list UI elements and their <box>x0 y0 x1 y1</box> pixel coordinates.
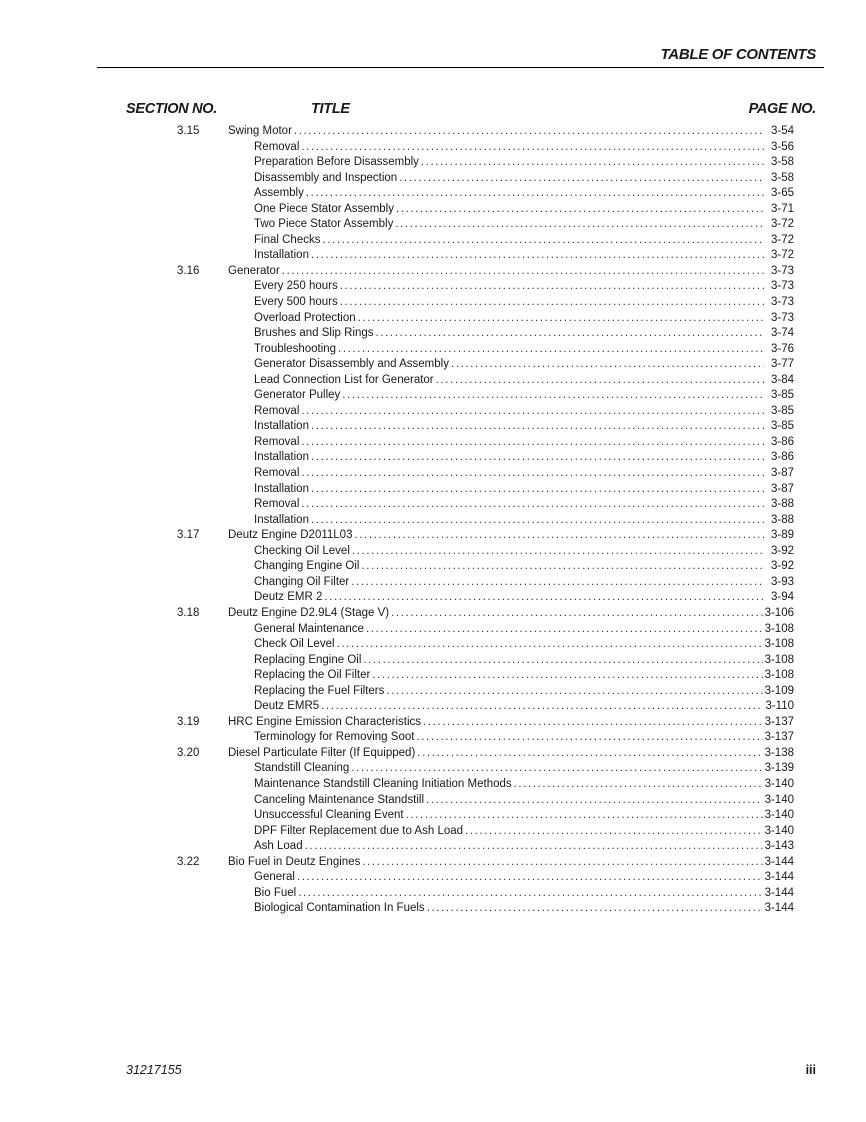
toc-dot-leader <box>301 466 764 482</box>
toc-dot-leader <box>351 575 764 591</box>
toc-entry[interactable] <box>254 419 794 435</box>
toc-page-number: 3-73 <box>770 280 794 293</box>
toc-row <box>0 233 866 249</box>
toc-entry[interactable] <box>254 839 794 855</box>
toc-page-number: 3-106 <box>764 606 794 619</box>
toc-entry[interactable] <box>254 637 794 653</box>
toc-entry[interactable] <box>254 699 794 715</box>
toc-entry[interactable] <box>254 808 794 824</box>
toc-page-number: 3-86 <box>770 451 794 464</box>
toc-row <box>0 746 866 762</box>
toc-entry[interactable] <box>254 684 794 700</box>
toc-page-number: 3-144 <box>764 871 794 884</box>
toc-page-number: 3-108 <box>764 653 794 666</box>
toc-section-number: 3.22 <box>177 855 200 868</box>
toc-entry-title: Assembly <box>254 187 304 200</box>
toc-dot-leader <box>352 544 764 560</box>
toc-page-number: 3-72 <box>770 249 794 262</box>
toc-dot-leader <box>311 450 764 466</box>
header-rule <box>97 67 824 68</box>
toc-row <box>0 590 866 606</box>
toc-entry-title: Maintenance Standstill Cleaning Initiation Methods <box>254 777 512 790</box>
toc-entry[interactable] <box>254 450 794 466</box>
toc-page-number: 3-144 <box>764 855 794 868</box>
toc-page-number: 3-74 <box>770 327 794 340</box>
toc-list <box>0 124 866 917</box>
toc-entry[interactable] <box>254 668 794 684</box>
toc-entry-title: Diesel Particulate Filter (If Equipped) <box>228 746 416 759</box>
toc-entry[interactable] <box>228 746 794 762</box>
toc-row <box>0 202 866 218</box>
toc-entry-title: Check Oil Level <box>254 638 335 651</box>
toc-entry-title: Deutz Engine D2.9L4 (Stage V) <box>228 606 390 619</box>
toc-page-number: 3-88 <box>770 498 794 511</box>
toc-entry[interactable] <box>254 761 794 777</box>
toc-dot-leader <box>451 357 764 373</box>
toc-page-number: 3-71 <box>770 202 794 215</box>
toc-dot-leader <box>406 808 763 824</box>
toc-dot-leader <box>311 419 764 435</box>
toc-entry-title: Troubleshooting <box>254 342 337 355</box>
toc-row <box>0 466 866 482</box>
toc-dot-leader <box>417 746 762 762</box>
toc-entry[interactable] <box>254 622 794 638</box>
toc-dot-leader <box>311 482 764 498</box>
toc-entry[interactable] <box>254 404 794 420</box>
toc-entry-title: General Maintenance <box>254 622 364 635</box>
toc-dot-leader <box>366 622 763 638</box>
column-header-page: PAGE NO. <box>748 101 816 117</box>
toc-page-number: 3-140 <box>764 777 794 790</box>
toc-row <box>0 653 866 669</box>
toc-entry[interactable] <box>254 482 794 498</box>
toc-entry-title: Unsuccessful Cleaning Event <box>254 809 404 822</box>
toc-section-number: 3.18 <box>177 606 200 619</box>
toc-entry-title: One Piece Stator Assembly <box>254 202 394 215</box>
column-header-title: TITLE <box>311 101 350 117</box>
toc-page-number: 3-65 <box>770 187 794 200</box>
toc-page-number: 3-87 <box>770 467 794 480</box>
toc-entry[interactable] <box>254 466 794 482</box>
toc-row <box>0 357 866 373</box>
toc-entry-title: General <box>254 871 295 884</box>
toc-page-number: 3-108 <box>764 622 794 635</box>
toc-page-number: 3-88 <box>770 513 794 526</box>
toc-row <box>0 699 866 715</box>
toc-entry-title: Lead Connection List for Generator <box>254 373 434 386</box>
toc-entry[interactable] <box>254 155 794 171</box>
toc-row <box>0 388 866 404</box>
toc-dot-leader <box>363 653 762 669</box>
toc-entry-title: Bio Fuel <box>254 886 297 899</box>
toc-entry[interactable] <box>228 528 794 544</box>
toc-row <box>0 575 866 591</box>
toc-entry[interactable] <box>254 202 794 218</box>
toc-row <box>0 513 866 529</box>
toc-entry[interactable] <box>254 793 794 809</box>
toc-entry[interactable] <box>254 311 794 327</box>
toc-entry-title: Two Piece Stator Assembly <box>254 218 394 231</box>
toc-entry[interactable] <box>254 886 794 902</box>
toc-entry-title: Bio Fuel in Deutz Engines <box>228 855 361 868</box>
toc-row <box>0 140 866 156</box>
toc-entry-title: Every 250 hours <box>254 280 338 293</box>
page-header-title: TABLE OF CONTENTS <box>660 46 816 63</box>
toc-page-number: 3-86 <box>770 435 794 448</box>
toc-entry-title: Brushes and Slip Rings <box>254 327 374 340</box>
toc-entry-title: Installation <box>254 249 309 262</box>
toc-page-number: 3-109 <box>764 684 794 697</box>
toc-entry-title: HRC Engine Emission Characteristics <box>228 715 422 728</box>
toc-dot-leader <box>372 668 762 684</box>
toc-dot-leader <box>514 777 763 793</box>
toc-entry[interactable] <box>254 373 794 389</box>
toc-dot-leader <box>337 637 763 653</box>
column-header-section: SECTION NO. <box>126 101 217 117</box>
toc-entry-title: Removal <box>254 467 300 480</box>
toc-page-number: 3-93 <box>770 575 794 588</box>
toc-page-number: 3-92 <box>770 560 794 573</box>
toc-dot-leader <box>321 699 763 715</box>
toc-entry[interactable] <box>254 186 794 202</box>
toc-dot-leader <box>311 248 764 264</box>
toc-entry-title: Generator Pulley <box>254 389 341 402</box>
toc-entry-title: DPF Filter Replacement due to Ash Load <box>254 824 464 837</box>
toc-row <box>0 497 866 513</box>
toc-dot-leader <box>376 326 764 342</box>
toc-entry[interactable] <box>254 248 794 264</box>
toc-entry[interactable] <box>228 124 794 140</box>
toc-row <box>0 715 866 731</box>
toc-entry[interactable] <box>254 824 794 840</box>
toc-dot-leader <box>427 901 763 917</box>
toc-entry-title: Deutz Engine D2011L03 <box>228 529 353 542</box>
toc-entry[interactable] <box>254 544 794 560</box>
toc-entry-title: Canceling Maintenance Standstill <box>254 793 425 806</box>
toc-row <box>0 559 866 575</box>
toc-row <box>0 622 866 638</box>
toc-dot-leader <box>421 155 764 171</box>
toc-dot-leader <box>391 606 762 622</box>
toc-entry-title: Installation <box>254 420 309 433</box>
toc-row <box>0 171 866 187</box>
toc-page-number: 3-137 <box>764 715 794 728</box>
toc-dot-leader <box>338 342 764 358</box>
toc-row <box>0 793 866 809</box>
page-number: iii <box>805 1063 816 1077</box>
toc-entry[interactable] <box>254 497 794 513</box>
toc-row <box>0 730 866 746</box>
toc-dot-leader <box>423 715 763 731</box>
toc-page-number: 3-140 <box>764 793 794 806</box>
toc-dot-leader <box>324 590 764 606</box>
toc-row <box>0 279 866 295</box>
toc-entry-title: Deutz EMR 2 <box>254 591 323 604</box>
toc-entry-title: Overload Protection <box>254 311 356 324</box>
toc-entry-title: Changing Engine Oil <box>254 560 360 573</box>
toc-entry[interactable] <box>254 575 794 591</box>
toc-dot-leader <box>297 870 763 886</box>
toc-entry-title: Ash Load <box>254 840 303 853</box>
toc-dot-leader <box>282 264 764 280</box>
toc-entry-title: Swing Motor <box>228 125 292 137</box>
toc-page-number: 3-144 <box>764 886 794 899</box>
toc-dot-leader <box>399 171 764 187</box>
toc-row <box>0 450 866 466</box>
toc-entry[interactable] <box>254 357 794 373</box>
toc-page-number: 3-143 <box>764 840 794 853</box>
toc-entry[interactable] <box>254 513 794 529</box>
toc-row <box>0 684 866 700</box>
toc-page-number: 3-77 <box>770 358 794 371</box>
toc-entry[interactable] <box>254 590 794 606</box>
toc-page-number: 3-85 <box>770 420 794 433</box>
toc-entry[interactable] <box>254 870 794 886</box>
toc-entry-title: Replacing the Oil Filter <box>254 669 371 682</box>
toc-entry-title: Removal <box>254 498 300 511</box>
toc-entry[interactable] <box>254 388 794 404</box>
toc-row <box>0 886 866 902</box>
toc-entry-title: Preparation Before Disassembly <box>254 156 419 169</box>
toc-entry[interactable] <box>254 140 794 156</box>
toc-dot-leader <box>416 730 762 746</box>
toc-row <box>0 544 866 560</box>
toc-dot-leader <box>358 311 764 327</box>
toc-page-number: 3-72 <box>770 218 794 231</box>
toc-dot-leader <box>301 404 764 420</box>
toc-entry-title: Installation <box>254 513 309 526</box>
toc-entry-title: Disassembly and Inspection <box>254 171 398 184</box>
toc-section-number: 3.20 <box>177 746 200 759</box>
toc-section-number: 3.16 <box>177 264 200 277</box>
toc-dot-leader <box>301 497 764 513</box>
toc-row <box>0 373 866 389</box>
toc-row <box>0 777 866 793</box>
toc-page-number: 3-76 <box>770 342 794 355</box>
toc-dot-leader <box>294 124 764 140</box>
toc-entry[interactable] <box>254 653 794 669</box>
toc-dot-leader <box>386 684 762 700</box>
toc-page-number: 3-85 <box>770 389 794 402</box>
toc-row <box>0 342 866 358</box>
toc-entry[interactable] <box>228 715 794 731</box>
toc-row <box>0 155 866 171</box>
toc-row <box>0 870 866 886</box>
toc-page-number: 3-139 <box>764 762 794 775</box>
toc-entry[interactable] <box>228 606 794 622</box>
toc-page-number: 3-85 <box>770 404 794 417</box>
toc-row <box>0 186 866 202</box>
toc-dot-leader <box>322 233 764 249</box>
toc-row <box>0 824 866 840</box>
toc-page-number: 3-58 <box>770 171 794 184</box>
toc-entry-title: Removal <box>254 140 300 153</box>
toc-entry-title: Biological Contamination In Fuels <box>254 902 425 915</box>
toc-dot-leader <box>395 217 764 233</box>
toc-dot-leader <box>298 886 762 902</box>
toc-dot-leader <box>305 839 763 855</box>
toc-page-number: 3-73 <box>770 264 794 277</box>
toc-row <box>0 248 866 264</box>
toc-dot-leader <box>301 435 764 451</box>
toc-entry-title: Standstill Cleaning <box>254 762 350 775</box>
toc-dot-leader <box>362 559 765 575</box>
toc-row <box>0 808 866 824</box>
toc-page-number: 3-84 <box>770 373 794 386</box>
toc-entry[interactable] <box>254 233 794 249</box>
toc-dot-leader <box>301 140 764 156</box>
toc-dot-leader <box>342 388 764 404</box>
toc-row <box>0 264 866 280</box>
toc-row <box>0 435 866 451</box>
toc-row <box>0 606 866 622</box>
toc-dot-leader <box>465 824 763 840</box>
toc-row <box>0 217 866 233</box>
toc-row <box>0 419 866 435</box>
toc-page-number: 3-140 <box>764 824 794 837</box>
toc-page-number: 3-108 <box>764 638 794 651</box>
toc-page-number: 3-110 <box>765 700 794 713</box>
toc-entry-title: Generator <box>228 264 280 277</box>
document-number: 31217155 <box>126 1063 182 1077</box>
toc-dot-leader <box>340 279 764 295</box>
toc-row <box>0 668 866 684</box>
toc-row <box>0 404 866 420</box>
toc-page-number: 3-144 <box>764 902 794 915</box>
toc-page-number: 3-72 <box>770 233 794 246</box>
toc-row <box>0 124 866 140</box>
toc-page-number: 3-138 <box>764 746 794 759</box>
toc-entry[interactable] <box>228 855 794 871</box>
toc-entry-title: Removal <box>254 404 300 417</box>
toc-row <box>0 528 866 544</box>
toc-page-number: 3-137 <box>764 731 794 744</box>
toc-page-number: 3-108 <box>764 669 794 682</box>
toc-dot-leader <box>340 295 764 311</box>
toc-entry-title: Deutz EMR5 <box>254 700 320 713</box>
toc-page-number: 3-140 <box>764 809 794 822</box>
toc-entry-title: Installation <box>254 482 309 495</box>
toc-page-number: 3-94 <box>770 591 794 604</box>
toc-entry-title: Final Checks <box>254 233 321 246</box>
toc-row <box>0 839 866 855</box>
toc-entry-title: Checking Oil Level <box>254 544 350 557</box>
toc-section-number: 3.17 <box>177 529 200 542</box>
toc-page-number: 3-87 <box>770 482 794 495</box>
toc-entry-title: Installation <box>254 451 309 464</box>
toc-page-number: 3-56 <box>770 140 794 153</box>
toc-row <box>0 761 866 777</box>
toc-entry[interactable] <box>254 559 794 575</box>
toc-page-number: 3-73 <box>770 296 794 309</box>
toc-page-number: 3-73 <box>770 311 794 324</box>
toc-entry[interactable] <box>254 217 794 233</box>
toc-dot-leader <box>306 186 764 202</box>
toc-dot-leader <box>362 855 762 871</box>
toc-row <box>0 326 866 342</box>
toc-section-number: 3.15 <box>177 125 200 137</box>
toc-entry-title: Terminology for Removing Soot <box>254 731 415 744</box>
toc-entry[interactable] <box>254 777 794 793</box>
toc-page-number: 3-89 <box>770 529 794 542</box>
toc-entry[interactable] <box>254 326 794 342</box>
toc-entry-title: Replacing Engine Oil <box>254 653 362 666</box>
toc-page-number: 3-92 <box>770 544 794 557</box>
toc-page-number: 3-58 <box>770 156 794 169</box>
toc-dot-leader <box>354 528 764 544</box>
toc-row <box>0 637 866 653</box>
toc-entry[interactable] <box>254 901 794 917</box>
toc-entry[interactable] <box>254 342 794 358</box>
toc-dot-leader <box>436 373 764 389</box>
toc-entry[interactable] <box>254 171 794 187</box>
toc-entry-title: Removal <box>254 435 300 448</box>
toc-entry-title: Generator Disassembly and Assembly <box>254 358 449 371</box>
toc-row <box>0 295 866 311</box>
toc-entry-title: Changing Oil Filter <box>254 575 350 588</box>
toc-dot-leader <box>311 513 764 529</box>
toc-entry[interactable] <box>254 730 794 746</box>
toc-row <box>0 855 866 871</box>
toc-dot-leader <box>426 793 763 809</box>
toc-entry[interactable] <box>254 279 794 295</box>
toc-dot-leader <box>396 202 764 218</box>
toc-page-number: 3-54 <box>770 125 794 137</box>
toc-entry-title: Replacing the Fuel Filters <box>254 684 385 697</box>
toc-row <box>0 482 866 498</box>
toc-entry[interactable] <box>228 264 794 280</box>
toc-row <box>0 901 866 917</box>
toc-dot-leader <box>351 761 762 777</box>
toc-row <box>0 311 866 327</box>
toc-entry[interactable] <box>254 435 794 451</box>
toc-section-number: 3.19 <box>177 715 200 728</box>
toc-entry-title: Every 500 hours <box>254 296 338 309</box>
toc-entry[interactable] <box>254 295 794 311</box>
